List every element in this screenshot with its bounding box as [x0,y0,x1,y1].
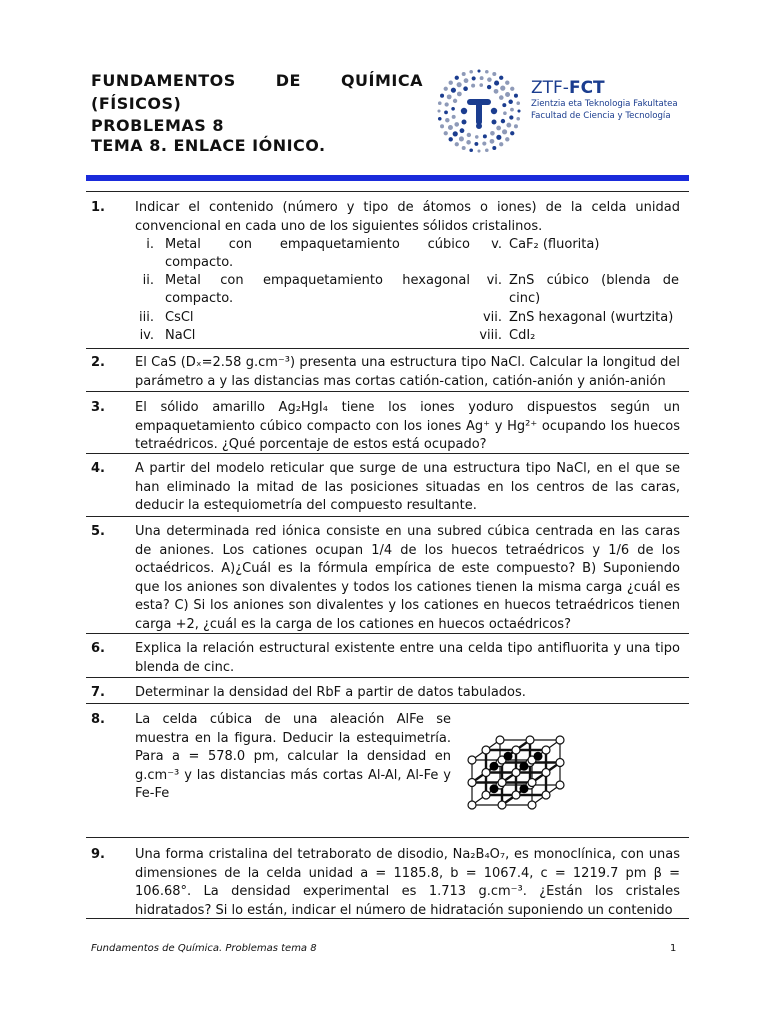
logo-dot [471,84,475,88]
logo-dot [451,88,456,93]
logo-dot [474,142,478,146]
university-logo-icon [434,66,524,156]
logo-dot [460,128,465,133]
logo-dot [485,70,489,74]
lattice-node [496,736,504,744]
logo-dot [494,81,499,86]
logo-dot [467,133,471,137]
logo-dot [482,141,486,145]
lattice-node [556,781,564,789]
logo-dot [509,115,513,119]
logo-dot [451,107,455,111]
logo-dot [496,135,501,140]
lattice-node [542,769,550,777]
lattice-node [468,801,476,809]
logo-line-2: Facultad de Ciencia y Tecnología [531,111,671,121]
logo-dot [487,85,491,89]
logo-dot [516,101,520,105]
logo-dot [499,95,504,100]
logo-dot [494,89,499,94]
title-line-2: (FÍSICOS) [91,94,182,113]
logo-dot [487,77,492,82]
logo-dot [469,148,473,152]
logo-dot [466,140,471,145]
lattice-node [556,759,564,767]
logo-line-1: Zientzia eta Teknologia Fakultatea [531,99,678,109]
title-line-3: PROBLEMAS 8 [91,116,224,135]
logo-dot [499,142,503,146]
logo-dot [455,76,459,80]
logo-dot [457,92,462,97]
logo-dot [499,76,503,80]
logo-dot [510,108,514,112]
lattice-node [512,769,520,777]
logo-dot [477,69,480,72]
page-number: 1 [670,943,677,954]
logo-dot [438,117,442,121]
title-word: QUÍMICA [340,71,423,90]
problem-2-text: El CaS (Dₓ=2.58 g.cm⁻³) presenta una estructura tipo NaCl. Calcular la longitud del parámetro a y las distancias mas cortas catión-cation, catión-anión y anión-anión [135,355,680,389]
lattice-center-atom [520,784,529,793]
logo-dot [453,131,458,136]
lattice-node [482,769,490,777]
logo-dot [501,119,505,123]
logo-dot [505,137,509,141]
crystal-cell-figure [460,708,590,814]
logo-dot [449,81,453,85]
logo-dot [452,115,456,119]
lattice-node [512,791,520,799]
separator [86,837,689,838]
list-item: iv. NaCl [139,328,196,343]
problem-5-text: Una determinada red iónica consiste en una subred cúbica centrada en las caras de aniones. Los cationes ocupan 1/4 de los huecos tetraédricos y 1/6 de los octaédricos. A)¿Cuál es la fórmula empírica de este compuesto? B) Suponiendo que los aniones son divalentes y todos los cationes tienen la misma carga ¿cuál es esta? C) Si los aniones son divalentes y los cationes en huecos tetraédricos tienen carga +2, ¿cuál es la carga de los cationes en huecos octaédricos? [135,524,680,632]
separator [86,703,689,704]
problem-number: 6. [91,641,105,656]
logo-dot [506,123,511,128]
logo-dot [500,86,505,91]
lattice-node [528,801,536,809]
logo-dot [444,87,448,91]
logo-dot [449,137,453,141]
separator [86,677,689,678]
logo-dot [510,87,514,91]
logo-dot [505,92,510,97]
separator [86,191,689,192]
problem-4-text: A partir del modelo reticular que surge de una estructura tipo NaCl, en el que se han eliminado la mitad de las posiciones situadas en los centros de las caras, deducir la estequiometría del compuesto resultante. [135,461,680,513]
lattice-node [498,779,506,787]
problem-6-text: Explica la relación estructural existente entre una celda tipo antifluorita y una tipo blenda de cinc. [135,641,680,675]
lattice-center-atom [520,762,529,771]
logo-dot [457,82,462,87]
problem-number: 1. [91,200,105,215]
logo-dot [510,131,514,135]
logo-dot [455,142,459,146]
lattice-node [482,791,490,799]
title-word: DE [275,71,301,90]
logo-dot [444,131,448,135]
logo-dot [492,146,496,150]
logo-dot [503,111,507,115]
problem-number: 9. [91,847,105,862]
problem-9-text: Una forma cristalina del tetraborato de disodio, Na₂B₄O₇, es monoclínica, con unas dimensiones de la celda unidad a = 1185.8, b = 1067.4, c = 1219.7 pm β = 106.68°. La densidad experimental es 1.713 g.cm⁻³. ¿Están los cristales hidratados? Si lo están, indicar el número de hidratación suponiendo un contenido [135,847,680,918]
logo-dot [438,101,442,105]
logo-dot [454,122,459,127]
logo-dot [447,94,452,99]
logo-dot [517,109,520,112]
logo-dot [453,99,457,103]
lattice-node [468,779,476,787]
problem-8-text: La celda cúbica de una aleación AlFe se muestra en la figura. Deducir la estequimetría. Para a = 578.0 pm, calcular la densidad en g.cm⁻³ y las distancias más cortas Al-Al, Al-Fe y Fe-Fe [135,712,451,801]
list-item: iii. CsCl [139,310,194,325]
problem-1-text: Indicar el contenido (número y tipo de átomos o iones) de la celda unidad convencional en cada uno de los siguientes sólidos cristalinos. [135,200,680,234]
footer-text: Fundamentos de Química. Problemas tema 8 [91,943,317,954]
lattice-node [482,746,490,754]
lattice-center-atom [490,762,499,771]
logo-dot [490,139,495,144]
logo-dot [462,72,466,76]
problem-7-text: Determinar la densidad del RbF a partir de datos tabulados. [135,685,526,700]
lattice-center-atom [504,752,513,761]
separator [86,391,689,392]
lattice-node [512,746,520,754]
lattice-node [528,779,536,787]
logo-dot [444,110,448,114]
list-item: i. Metal con empaquetamiento cúbico compacto. [146,237,470,270]
logo-dot [477,149,480,152]
lattice-node [542,746,550,754]
logo-dot [472,76,476,80]
logo-dot [464,78,469,83]
problem-number: 2. [91,355,105,370]
problem-number: 3. [91,400,105,415]
lattice-node [468,756,476,764]
title-line-1 [91,70,423,92]
logo-name: ZTF-FCT [531,78,605,98]
logo-dot [462,146,466,150]
lattice-node [498,801,506,809]
lattice-node [526,736,534,744]
logo-dot [440,94,444,98]
logo-dot [514,124,518,128]
lattice-node [556,736,564,744]
logo-dot [490,131,495,136]
logo-dot [502,103,506,107]
logo-dot [496,126,501,131]
logo-dot [445,118,449,122]
lattice-center-atom [490,784,499,793]
logo-dot [480,76,484,80]
logo-dot [505,81,509,85]
logo-dot [483,134,487,138]
list-item: viii. CdI₂ [479,328,536,343]
logo-dot [459,136,464,141]
logo-dot [469,70,473,74]
problem-number: 7. [91,685,105,700]
problem-number: 5. [91,524,105,539]
logo-dot [475,135,479,139]
problem-number: 8. [91,712,105,727]
separator [86,348,689,349]
logo-dot [448,125,453,130]
logo-dot [508,100,512,104]
logo-dot [485,148,489,152]
logo-dot [445,102,449,106]
lattice-center-atom [534,752,543,761]
problem-3-text: El sólido amarillo Ag₂HgI₄ tiene los iones yoduro dispuestos según un empaquetamiento cúbico compacto con los iones Ag⁺ y Hg²⁺ ocupando los huecos tetraédricos. ¿Qué porcentaje de estos está ocupado? [135,400,680,452]
logo-dot [463,86,468,91]
logo-dot [479,83,483,87]
separator [86,516,689,517]
title-line-4: TEMA 8. ENLACE IÓNICO. [91,136,326,155]
list-item: vi. ZnS cúbico (blenda de cinc) [486,273,679,306]
logo-dot [492,72,496,76]
logo-dot [502,129,507,134]
logo-dot [516,117,520,121]
lattice-node [542,791,550,799]
list-item: v. CaF₂ (fluorita) [491,237,600,252]
logo-dot [514,94,518,98]
problem-number: 4. [91,461,105,476]
logo-dot [440,124,444,128]
header-rule [86,175,689,181]
title-word: FUNDAMENTOS [91,71,236,90]
logo-dot [437,109,440,112]
list-item: ii. Metal con empaquetamiento hexagonal compacto. [142,273,470,306]
list-item: vii. ZnS hexagonal (wurtzita) [482,310,674,325]
